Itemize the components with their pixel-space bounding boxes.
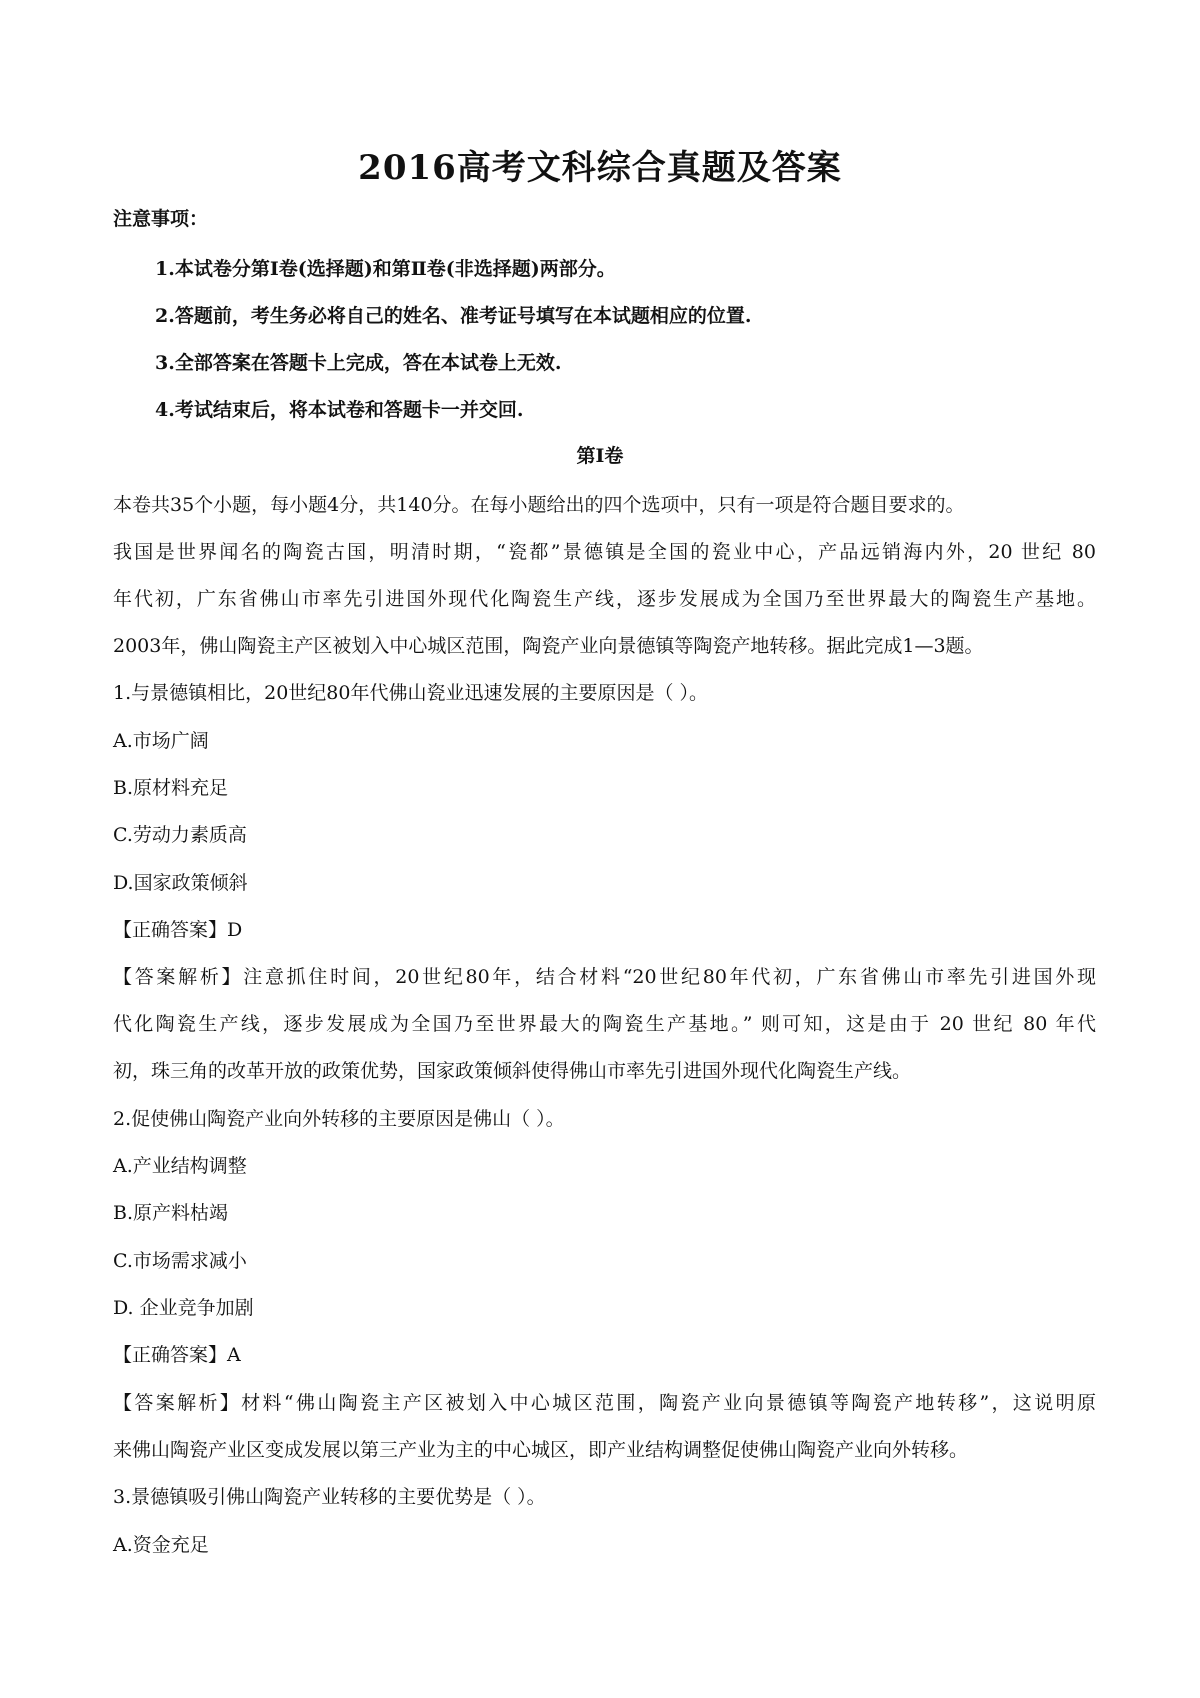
question-1-analysis-line-1: 【答案解析】注意抓住时间，20世纪80年，结合材料“20世纪80年代初，广东省佛山市率先引进国外现 bbox=[113, 966, 1096, 988]
notice-item-1: 1.本试卷分第Ⅰ卷(选择题)和第Ⅱ卷(非选择题)两部分。 bbox=[155, 258, 616, 280]
question-3-option-a: A.资金充足 bbox=[113, 1534, 209, 1556]
question-1-option-b: B.原材料充足 bbox=[113, 777, 229, 799]
question-2-stem: 2.促使佛山陶瓷产业向外转移的主要原因是佛山（ ）。 bbox=[113, 1108, 565, 1130]
section-heading: 第Ⅰ卷 bbox=[576, 445, 624, 467]
question-2-option-a: A.产业结构调整 bbox=[113, 1155, 247, 1177]
document-title: 2016高考文科综合真题及答案 bbox=[358, 148, 842, 188]
question-1-stem: 1.与景德镇相比，20世纪80年代佛山瓷业迅速发展的主要原因是（ ）。 bbox=[113, 682, 709, 704]
question-1-analysis-line-2: 代化陶瓷生产线，逐步发展成为全国乃至世界最大的陶瓷生产基地。” 则可知，这是由于 20 世纪 80 年代 bbox=[113, 1013, 1096, 1035]
question-1-option-c: C.劳动力素质高 bbox=[113, 824, 247, 846]
section-intro: 本卷共35个小题，每小题4分，共140分。在每小题给出的四个选项中，只有一项是符合题目要求的。 bbox=[113, 494, 965, 516]
notice-item-2: 2.答题前，考生务必将自己的姓名、准考证号填写在本试题相应的位置. bbox=[155, 305, 752, 327]
question-2-answer: 【正确答案】A bbox=[113, 1344, 241, 1366]
question-2-option-d: D. 企业竞争加剧 bbox=[113, 1297, 254, 1319]
notice-heading: 注意事项： bbox=[113, 208, 209, 230]
question-1-analysis-line-3: 初，珠三角的改革开放的政策优势，国家政策倾斜使得佛山市率先引进国外现代化陶瓷生产线。 bbox=[113, 1060, 912, 1082]
question-2-analysis-line-1: 【答案解析】材料“佛山陶瓷主产区被划入中心城区范围，陶瓷产业向景德镇等陶瓷产地转移”，这说明原 bbox=[113, 1392, 1096, 1414]
notice-item-4: 4.考试结束后，将本试卷和答题卡一并交回. bbox=[155, 399, 524, 421]
question-1-option-d: D.国家政策倾斜 bbox=[113, 872, 248, 894]
question-3-stem: 3.景德镇吸引佛山陶瓷产业转移的主要优势是（ ）。 bbox=[113, 1486, 546, 1508]
material-line-2: 年代初，广东省佛山市率先引进国外现代化陶瓷生产线，逐步发展成为全国乃至世界最大的陶瓷生产基地。 bbox=[113, 588, 1096, 610]
question-1-answer: 【正确答案】D bbox=[113, 919, 243, 941]
question-2-analysis-line-2: 来佛山陶瓷产业区变成发展以第三产业为主的中心城区，即产业结构调整促使佛山陶瓷产业向外转移。 bbox=[113, 1439, 969, 1461]
material-line-3: 2003年，佛山陶瓷主产区被划入中心城区范围，陶瓷产业向景德镇等陶瓷产地转移。据此完成1—3题。 bbox=[113, 635, 984, 657]
material-line-1: 我国是世界闻名的陶瓷古国，明清时期，“瓷都”景德镇是全国的瓷业中心，产品远销海内外，20 世纪 80 bbox=[113, 541, 1096, 563]
question-2-option-b: B.原产料枯竭 bbox=[113, 1202, 229, 1224]
question-2-option-c: C.市场需求减小 bbox=[113, 1250, 247, 1272]
notice-item-3: 3.全部答案在答题卡上完成，答在本试卷上无效. bbox=[155, 352, 562, 374]
question-1-option-a: A.市场广阔 bbox=[113, 730, 209, 752]
